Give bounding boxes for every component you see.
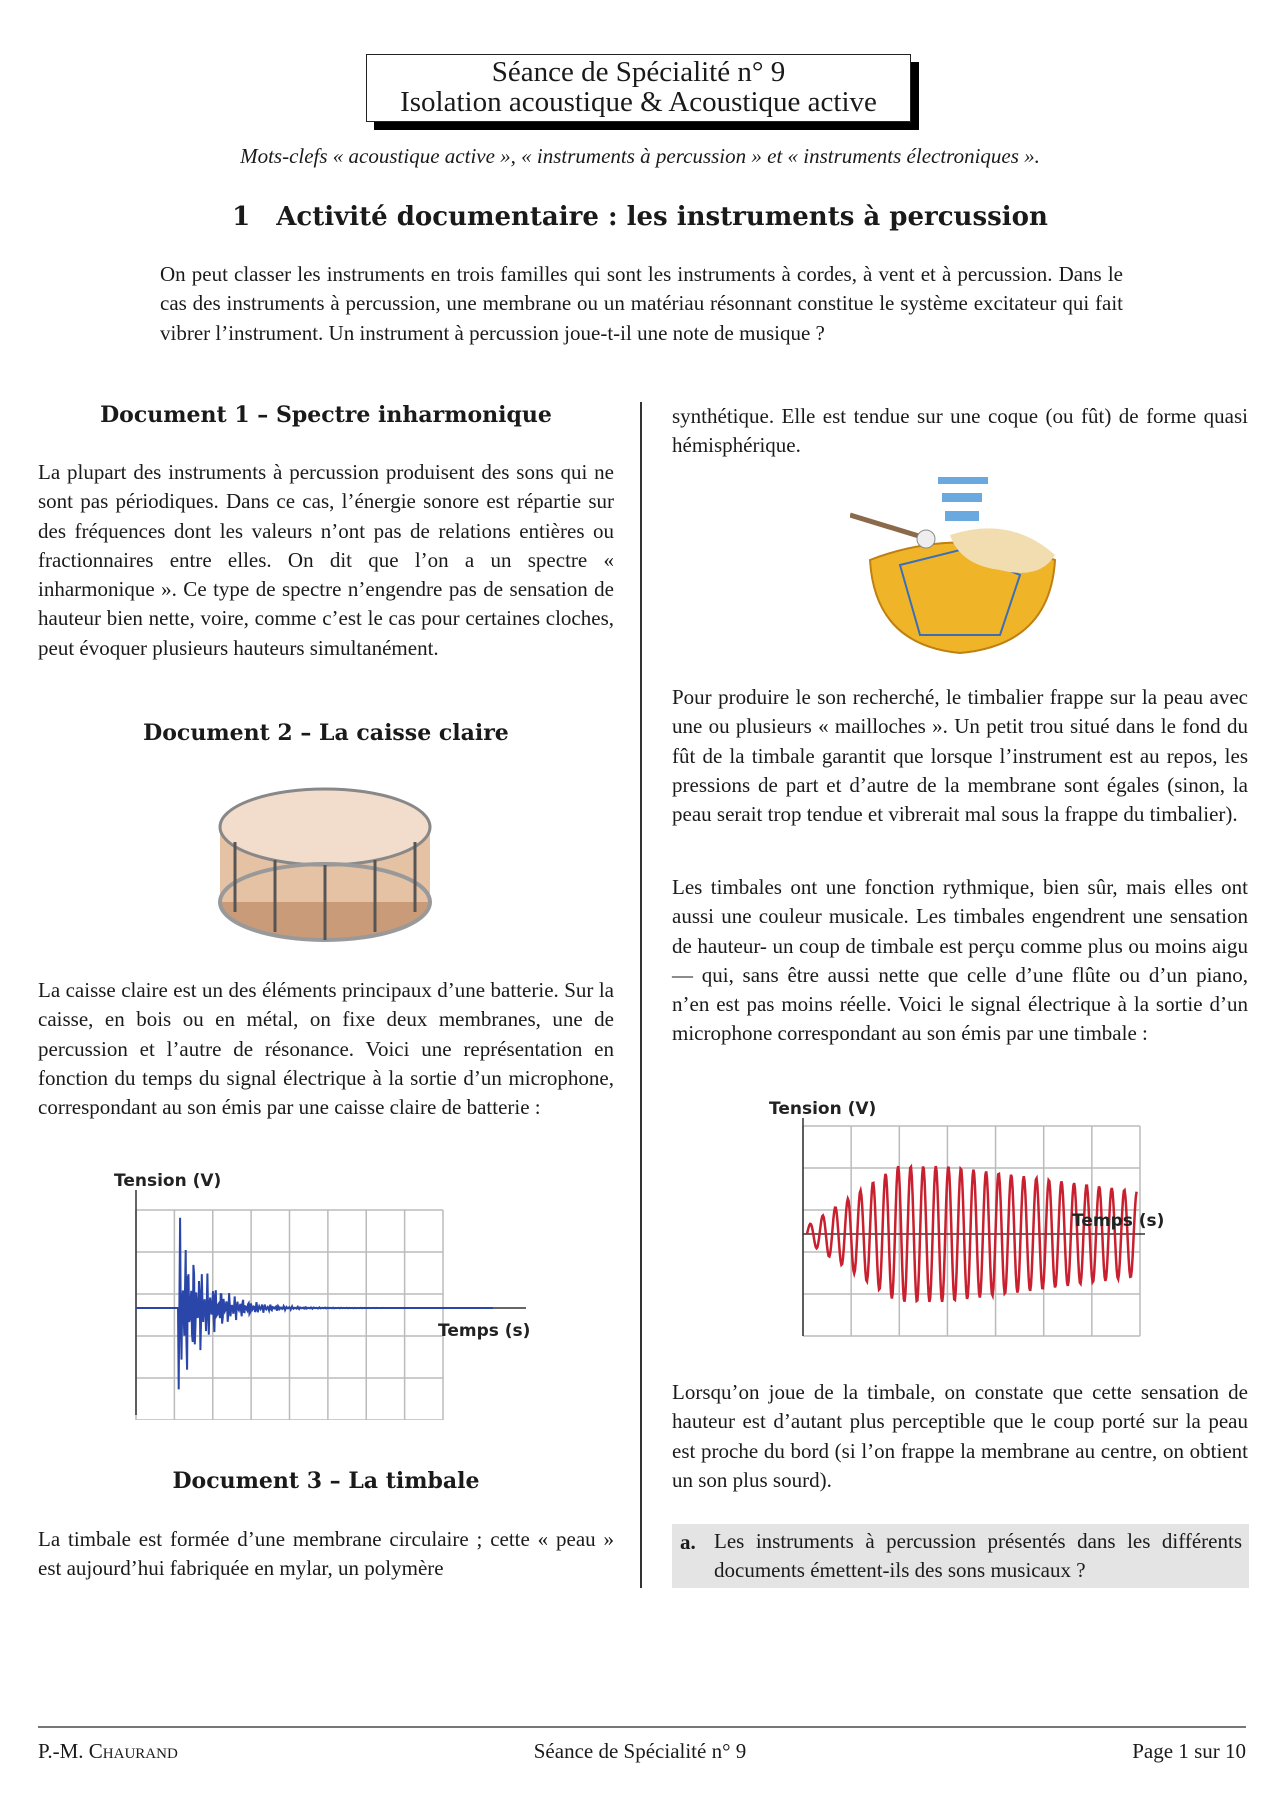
doc3-text-part2: synthétique. Elle est tendue sur une coque (ou fût) de forme quasi hémisphérique. — [672, 404, 1248, 458]
doc3-text-part1: La timbale est formée d’une membrane circulaire ; cette « peau » est aujourd’hui fabriquée en mylar, un polymère — [38, 1527, 614, 1581]
footer-page: Page 1 sur 10 — [1132, 1739, 1246, 1763]
section-title: Activité documentaire : les instruments à percussion — [276, 202, 1048, 232]
y-axis-label: Tension (V) — [114, 1171, 222, 1191]
section-heading — [0, 202, 1280, 232]
title-box — [366, 54, 911, 122]
section-number: 1 — [232, 202, 251, 232]
snare-signal-chart — [108, 1170, 538, 1420]
question-text: Les instruments à percussion présentés dans les différents documents émettent-ils des sons musicaux ? — [714, 1529, 1242, 1583]
doc3-text-part4: Les timbales ont une fonction rythmique, bien sûr, mais elles ont aussi une couleur musicale. Les timbales engendrent une sensation de hauteur- un coup de timbale est perçu comme plus ou moins aigu — qui, sans être aussi nette que celle d’une flûte ou d’un piano, n’en est pas moins réelle. Voici le signal électrique à la sortie d’un microphone correspondant au son émis par une timbale : — [672, 875, 1248, 1046]
question-box — [672, 1524, 1249, 1588]
title-line-2: Isolation acoustique & Acoustique active — [400, 86, 877, 118]
timpani-image — [850, 475, 1065, 655]
doc2-text: La caisse claire est un des éléments principaux d’une batterie. Sur la caisse, en bois ou en métal, on fixe deux membranes, une de percussion et l’autre de résonance. Voici une représentation en fonction du temps du signal électrique à la sortie d’un microphone, correspondant au son émis par une caisse claire de batterie : — [38, 978, 614, 1120]
doc1-title: Document 1 – Spectre inharmonique — [100, 402, 552, 428]
doc3-title: Document 3 – La timbale — [172, 1468, 480, 1494]
footer-rule — [38, 1726, 1246, 1728]
footer-center: Séance de Spécialité n° 9 — [533, 1739, 747, 1763]
x-axis-label: Temps (s) — [1072, 1211, 1165, 1231]
snare-drum-image — [205, 772, 445, 952]
doc3-text-part3: Pour produire le son recherché, le timbalier frappe sur la peau avec une ou plusieurs « mailloches ». Un petit trou situé dans le fond du fût de la timbale garantit que lorsque l’instrument est au repos, les pressions de part et d’autre de la membrane sont égales (sinon, la peau serait trop tendue et vibrerait mal sous la frappe du timbalier). — [672, 685, 1248, 827]
question-label: a. — [680, 1530, 696, 1554]
doc2-title: Document 2 – La caisse claire — [143, 720, 509, 746]
doc1-text: La plupart des instruments à percussion produisent des sons qui ne sont pas périodiques. Dans ce cas, l’énergie sonore est répartie sur des fréquences dont les valeurs n’ont pas de relations entières ou fractionnaires entre elles. On dit que l’on a un spectre « inharmonique ». Ce type de spectre n’engendre pas de sensation de hauteur bien nette, voire, comme c’est le cas pour certaines cloches, peut évoquer plusieurs hauteurs simultanément. — [38, 460, 614, 660]
x-axis-label: Temps (s) — [438, 1321, 531, 1341]
keywords: Mots-clefs « acoustique active », « instruments à percussion » et « instruments électroniques ». — [240, 144, 1040, 168]
title-line-1: Séance de Spécialité n° 9 — [491, 56, 786, 88]
snare-signal-curve — [136, 1218, 493, 1390]
column-divider — [640, 402, 642, 1588]
footer-author: P.-M. Chaurand — [38, 1739, 178, 1763]
doc3-text-part5: Lorsqu’on joue de la timbale, on constate que cette sensation de hauteur est d’autant plus perceptible que le coup porté sur la peau est proche du bord (si l’on frappe la membrane au centre, on obtient un son plus sourd). — [672, 1380, 1248, 1492]
timpani-signal-chart — [765, 1096, 1165, 1346]
y-axis-label: Tension (V) — [769, 1099, 877, 1119]
intro-paragraph: On peut classer les instruments en trois familles qui sont les instruments à cordes, à vent et à percussion. Dans le cas des instruments à percussion, une membrane ou un matériau résonnant constitue le système excitateur qui fait vibrer l’instrument. Un instrument à percussion joue-t-il une note de musique ? — [160, 262, 1123, 345]
